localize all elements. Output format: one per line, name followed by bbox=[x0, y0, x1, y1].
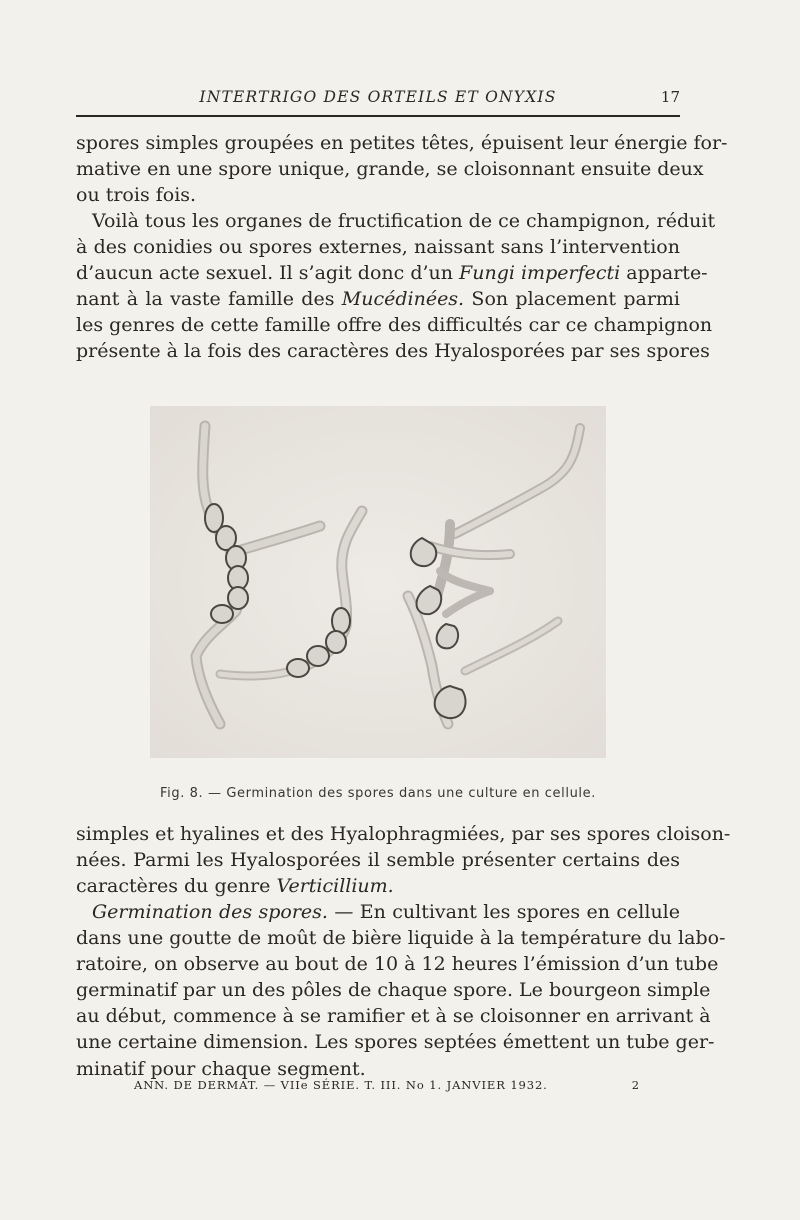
text-run: — En cultivant les spores en cellule bbox=[327, 901, 680, 923]
spore bbox=[326, 631, 346, 653]
text-run: apparte- bbox=[620, 262, 708, 285]
text-line bbox=[76, 873, 680, 899]
spore bbox=[228, 587, 248, 609]
text-line: dans une goutte de moût de bière liquide à la température du labo- bbox=[76, 927, 726, 950]
spore bbox=[287, 659, 309, 677]
header-rule bbox=[76, 115, 680, 117]
italic-term: Verticillium. bbox=[276, 875, 394, 898]
text-line: au début, commence à se ramifier et à se cloisonner en arrivant à bbox=[76, 1005, 711, 1028]
figure-micrograph bbox=[150, 406, 606, 758]
spore bbox=[307, 646, 329, 666]
section-run-in-heading: Germination des spores. bbox=[92, 901, 328, 923]
text-run: caractères du genre bbox=[76, 875, 277, 898]
journal-citation: ANN. DE DERMAT. — VIIe SÉRIE. T. III. No 1. JANVIER 1932. bbox=[134, 1078, 548, 1092]
text-run: Son placement parmi bbox=[464, 288, 680, 311]
signature-mark: 2 bbox=[631, 1078, 640, 1092]
text-line: à des conidies ou spores externes, naissant sans l’intervention bbox=[76, 236, 680, 259]
running-title: INTERTRIGO DES ORTEILS ET ONYXIS bbox=[199, 88, 557, 106]
paragraph-3 bbox=[76, 821, 731, 899]
paragraph-2 bbox=[76, 208, 716, 365]
page-number: 17 bbox=[660, 88, 680, 106]
italic-term: Mucédinées. bbox=[341, 288, 465, 311]
text-line: minatif pour chaque segment. bbox=[76, 1057, 366, 1080]
text-line bbox=[76, 286, 680, 312]
text-run: d’aucun acte sexuel. Il s’agit donc d’un bbox=[76, 262, 460, 285]
paragraph-4 bbox=[76, 899, 726, 1082]
text-line: ou trois fois. bbox=[76, 184, 197, 207]
text-line bbox=[76, 899, 680, 925]
text-line: présente à la fois des caractères des Hyalosporées par ses spores bbox=[76, 340, 710, 363]
text-line: les genres de cette famille offre des difficultés car ce champignon bbox=[76, 314, 713, 337]
text-line: une certaine dimension. Les spores septées émettent un tube ger- bbox=[76, 1031, 715, 1054]
text-line: simples et hyalines et des Hyalophragmiées, par ses spores cloison- bbox=[76, 823, 731, 845]
text-line: nées. Parmi les Hyalosporées il semble présenter certains des bbox=[76, 849, 680, 872]
spore bbox=[435, 686, 466, 718]
spore bbox=[211, 605, 233, 623]
text-line bbox=[76, 260, 708, 286]
italic-term: Fungi imperfecti bbox=[459, 262, 621, 285]
text-line: ratoire, on observe au bout de 10 à 12 heures l’émission d’un tube bbox=[76, 953, 719, 976]
figure-caption: Fig. 8. — Germination des spores dans une culture en cellule. bbox=[160, 786, 596, 801]
text-run: nant à la vaste famille des bbox=[76, 288, 342, 311]
text-line: Voilà tous les organes de fructification de ce champignon, réduit bbox=[92, 210, 716, 232]
text-line: mative en une spore unique, grande, se cloisonnant ensuite deux bbox=[76, 158, 704, 181]
germinating-spores-illustration bbox=[150, 406, 606, 758]
text-line: germinatif par un des pôles de chaque spore. Le bourgeon simple bbox=[76, 979, 711, 1002]
text-line: spores simples groupées en petites têtes, épuisent leur énergie for- bbox=[76, 132, 728, 154]
paragraph-1 bbox=[76, 130, 728, 208]
figure-background bbox=[150, 406, 606, 758]
